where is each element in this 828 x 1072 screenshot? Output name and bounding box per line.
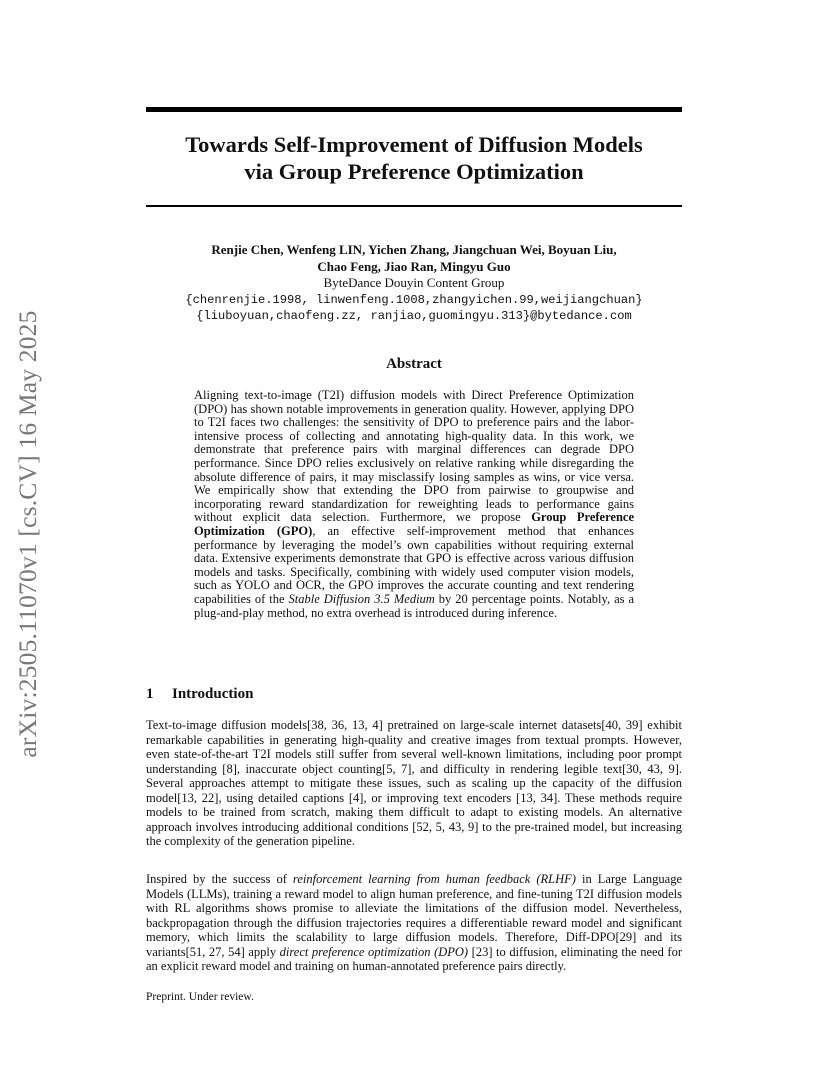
email-line-1: {chenrenjie.1998, linwenfeng.1008,zhangyichen.99,weijiangchuan} (185, 292, 643, 307)
preprint-footer: Preprint. Under review. (146, 991, 254, 1003)
intro-p2-text-c: [23] to diffusion, eliminating the need for an explicit reward model and training on human-annotated preference pairs directly. (146, 944, 682, 973)
abstract-text-1: Aligning text-to-image (T2I) diffusion models with Direct Preference Optimization (DPO) has shown notable improvements in generation quality. However, applying DPO to T2I faces two challenges: the sensitivity of DPO to preference pairs and the labor-intensive process of collecting and annotating high-quality data. In this work, we demonstrate that preference pairs with marginal differences can degrade DPO performance. Since DPO relies exclusively on relative ranking while disregarding the absolute difference of pairs, it may misclassify losing samples as wins, or vice versa. We empirically show that extending the DPO from pairwise to groupwise and incorporating reward standardization for reweighting leads to performance gains without explicit data selection. Furthermore, we propose (194, 388, 634, 525)
abstract-body (194, 389, 634, 620)
author-names-line-1: Renjie Chen, Wenfeng LIN, Yichen Zhang, Jiangchuan Wei, Boyuan Liu, (211, 242, 617, 257)
abstract-model-name: Stable Diffusion 3.5 Medium (288, 591, 435, 606)
abstract-text-2: , an effective self-improvement method that enhances performance by leveraging the model’s own capabilities without requiring external data. Extensive experiments demonstrate that GPO is effective across various diffusion models and tasks. Specifically, combining with widely used computer vision models, such as YOLO and OCR, the GPO improves the accurate counting and text rendering capabilities of the (194, 523, 634, 606)
section-heading-introduction (146, 686, 253, 703)
abstract-method-name: Group Preference Optimization (GPO) (194, 510, 635, 538)
abstract-heading: Abstract (386, 356, 442, 372)
section-number: 1 (146, 686, 154, 702)
title-line-1: Towards Self-Improvement of Diffusion Models (185, 132, 643, 157)
paper-title (146, 131, 682, 185)
intro-p2-dpo: direct preference optimization (DPO) (279, 944, 469, 959)
intro-p2-rlhf: reinforcement learning from human feedback (RLHF) (292, 872, 576, 886)
arxiv-identifier: arXiv:2505.11070v1 [cs.CV] 16 May 2025 (13, 310, 42, 758)
affiliation: ByteDance Douyin Content Group (323, 275, 505, 290)
abstract-text-3: by 20 percentage points. Notably, as a plug-and-play method, no extra overhead is introduced during inference. (194, 591, 634, 620)
title-line-2: via Group Preference Optimization (244, 159, 584, 184)
intro-p2-text-a: Inspired by the success of (146, 872, 293, 886)
intro-paragraph-1: Text-to-image diffusion models[38, 36, 13, 4] pretrained on large-scale internet datasets[40, 39] exhibit remarkable capabilities in generating high-quality and creative images from textual prompts. However, even state-of-the-art T2I models still suffer from several well-known limitations, including poor prompt understanding [8], inaccurate object counting[5, 7], and difficulty in rendering legible text[30, 43, 9]. Several approaches attempt to mitigate these issues, such as scaling up the capacity of the diffusion model[13, 22], using detailed captions [4], or improving text encoders [13, 34]. These methods require models to be trained from scratch, making them difficult to adapt to existing models. An alternative approach involves introducing additional conditions [52, 5, 43, 9] to the pre-trained model, but increasing the complexity of the generation pipeline. (146, 718, 682, 848)
author-names-line-2: Chao Feng, Jiao Ran, Mingyu Guo (317, 258, 511, 274)
title-top-rule (146, 107, 682, 112)
author-block (146, 242, 682, 325)
title-bottom-rule (146, 205, 682, 207)
intro-paragraph-2 (146, 872, 682, 974)
section-title: Introduction (172, 686, 254, 702)
intro-p2-text-b: in Large Language Models (LLMs), training a reward model to align human preference, and fine-tuning T2I diffusion models with RL algorithms shows promise to alleviate the limitations of the diffusion model. Nevertheless, backpropagation through the diffusion trajectories requires a differentiable reward model and significant memory, which limits the scalability to large diffusion models. Therefore, Diff-DPO[29] and its variants[51, 27, 54] apply (146, 872, 683, 959)
email-line-2: {liuboyuan,chaofeng.zz, ranjiao,guomingyu.313}@bytedance.com (196, 309, 632, 323)
